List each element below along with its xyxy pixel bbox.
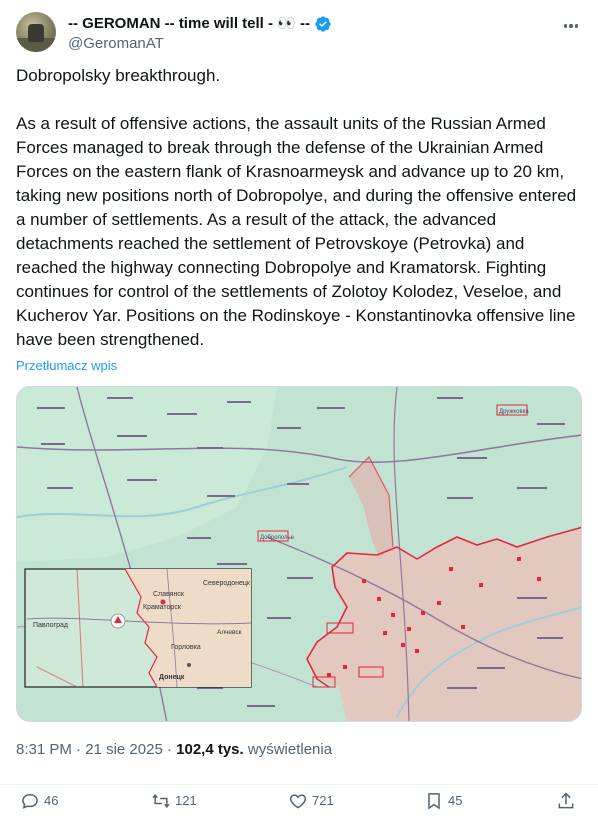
handle[interactable]: @GeromanAT <box>68 35 164 52</box>
tweet-time[interactable]: 8:31 PM <box>16 741 72 758</box>
share-icon <box>556 791 576 811</box>
inset-label-gorlovka: Горловка <box>171 644 201 651</box>
bookmark-count: 45 <box>448 793 463 808</box>
repost-count: 121 <box>175 793 197 808</box>
inset-label-slavyansk: Славянск <box>153 591 184 598</box>
meta-separator: · <box>71 741 86 758</box>
inset-label-alchevsk: Алчевск <box>217 629 242 636</box>
inset-label-donetsk: Донецк <box>159 674 185 681</box>
avatar[interactable] <box>16 12 56 52</box>
inset-map <box>25 569 251 687</box>
inset-label-pavlograd: Павлоград <box>33 622 68 629</box>
verified-badge-icon <box>314 15 332 33</box>
action-bar <box>0 784 598 818</box>
map-label-druzhkovka: Дружковка <box>499 409 529 415</box>
like-count: 721 <box>312 793 334 808</box>
tweet-date[interactable]: 21 sie 2025 <box>85 741 163 758</box>
meta-separator-2: · <box>162 741 177 758</box>
map-label-dobropolye: Доброполье <box>260 535 294 541</box>
repost-icon <box>151 791 171 811</box>
like-button[interactable] <box>288 791 334 811</box>
display-name[interactable]: -- GEROMAN -- time will tell - 👀 -- <box>68 15 310 32</box>
tweet-header <box>16 12 582 54</box>
inset-label-severodonetsk: Северодонецк <box>203 580 250 587</box>
inset-label-kramatorsk: Краматорск <box>143 604 181 611</box>
repost-button[interactable] <box>151 791 197 811</box>
share-button[interactable] <box>556 791 576 811</box>
heart-icon <box>288 791 308 811</box>
map-svg <box>17 387 582 722</box>
reply-icon <box>20 791 40 811</box>
reply-count: 46 <box>44 793 59 808</box>
reply-button[interactable] <box>20 791 58 811</box>
name-row <box>68 14 332 34</box>
tweet-meta <box>16 740 332 760</box>
bookmark-icon <box>424 791 444 811</box>
views-label: wyświetlenia <box>243 741 333 758</box>
tweet-text: Dobropolsky breakthrough. As a result of offensive actions, the assault units of the Russian Armed Forces managed to break through the defense of the Ukrainian Armed Forces on the eastern flank of Krasnoarmeysk and advance up to 20 km, taking new positions north of Dobropolye, and during the offensive entered a number of settlements. As a result of the attack, the advanced detachments reached the settlement of Petrovskoye (Petrovka) and reached the highway connecting Dobropolye and Kramatorsk. Fighting continues for control of the settlements of Zolotoy Kolodez, Veseloe, and Kucherov Yar. Positions on the Rodinskoye - Konstantinovka offensive line have been strengthened. <box>16 66 577 349</box>
more-options-icon[interactable] <box>560 16 582 36</box>
views-count: 102,4 tys. <box>176 741 244 758</box>
translate-link[interactable]: Przetłumacz wpis <box>16 358 118 373</box>
map-image[interactable] <box>16 386 582 722</box>
bookmark-button[interactable] <box>424 791 462 811</box>
